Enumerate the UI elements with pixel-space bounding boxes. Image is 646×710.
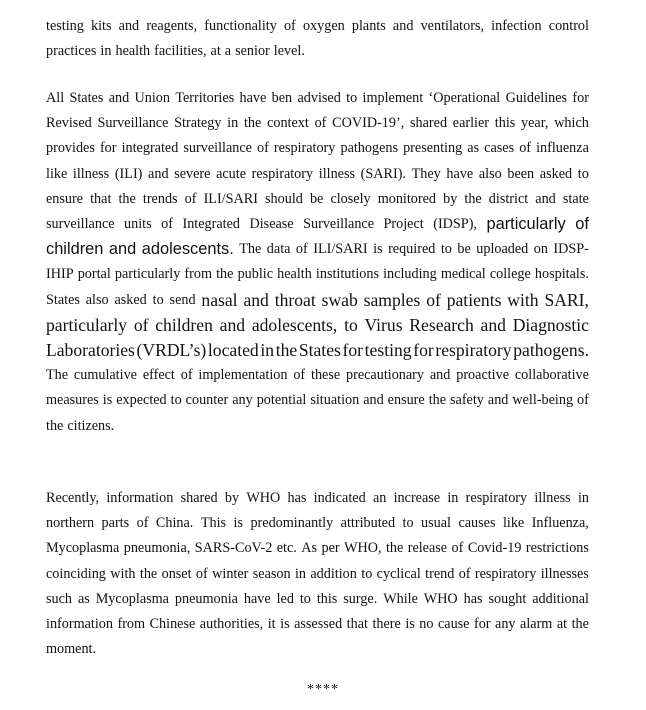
word: monitored: [377, 190, 437, 207]
word: information: [46, 616, 113, 632]
word: should: [265, 190, 303, 207]
word: of: [180, 367, 193, 384]
word: year,: [521, 115, 549, 132]
word: SARI,: [544, 289, 589, 310]
word: plants: [351, 18, 386, 34]
word: As: [301, 540, 318, 557]
word: attributed: [340, 515, 396, 532]
word: to: [402, 515, 414, 532]
word: shared: [180, 490, 218, 506]
word: COVID-19’,: [332, 115, 405, 132]
text-line: [46, 315, 589, 335]
word: pathogens: [340, 140, 398, 157]
word: kits: [91, 18, 112, 34]
word: which: [554, 115, 589, 132]
word: for: [413, 340, 434, 360]
word: data: [266, 241, 291, 258]
text-line: [46, 16, 589, 36]
word: of: [293, 367, 306, 384]
word: patients: [446, 289, 502, 310]
word: any: [232, 392, 253, 409]
text-line: [46, 365, 589, 385]
word: (VRDL’s): [136, 340, 207, 360]
word: Virus: [364, 314, 403, 335]
word: implement: [362, 90, 424, 106]
word: and: [535, 190, 556, 207]
word: of: [519, 140, 532, 157]
word: IHIP: [46, 266, 74, 283]
word: public: [237, 266, 274, 283]
word: any: [495, 616, 516, 632]
word: earlier: [452, 115, 490, 132]
word: adolescents.: [141, 240, 234, 259]
word: surge.: [343, 590, 378, 607]
word: portal: [77, 266, 111, 283]
word: and: [487, 392, 509, 409]
text-line: [46, 164, 589, 184]
word: Covid-19: [467, 540, 522, 557]
word: measures: [46, 392, 99, 409]
word: Surveillance: [303, 216, 375, 232]
word: respiratory: [435, 340, 512, 360]
word: and: [243, 289, 269, 310]
word: and: [392, 18, 414, 34]
word: college: [489, 266, 531, 283]
word: Disease: [249, 216, 294, 232]
word: States: [298, 340, 341, 360]
word: etc.: [276, 540, 297, 557]
word: send: [169, 291, 196, 308]
word: ILI/SARI: [313, 241, 368, 258]
word: particularly: [114, 266, 181, 283]
word: testing: [46, 18, 84, 34]
word: trend: [425, 565, 455, 582]
text-line: [46, 639, 589, 659]
word: All: [46, 90, 65, 106]
word: for: [473, 616, 491, 632]
word: indicated: [313, 490, 366, 506]
word: there: [372, 616, 401, 632]
word: While: [383, 590, 418, 607]
word: the: [243, 115, 262, 132]
word: to: [170, 392, 182, 409]
word: (IDSP),: [433, 216, 477, 232]
word: also: [478, 165, 502, 182]
word: these: [311, 367, 341, 384]
word: season: [252, 565, 291, 582]
word: States: [46, 291, 80, 308]
word: and: [108, 90, 130, 106]
word: ‘Operational: [428, 90, 501, 106]
word: the: [385, 540, 404, 557]
word: of: [295, 241, 308, 258]
word: Recently,: [46, 490, 100, 506]
word: Chinese: [149, 616, 196, 632]
word: and: [363, 392, 384, 409]
word: nasal: [201, 289, 238, 310]
word: this: [316, 590, 338, 607]
word: Territories: [175, 90, 235, 106]
word: expected: [116, 392, 167, 409]
text-line: [46, 214, 589, 234]
word: a: [224, 43, 232, 60]
word: China.: [155, 515, 194, 532]
word: and: [108, 240, 137, 259]
word: This: [200, 515, 227, 532]
word: integrated: [121, 140, 179, 157]
text-line: [46, 264, 589, 284]
word: with: [110, 565, 136, 582]
word: of: [577, 392, 589, 409]
word: an: [372, 490, 387, 506]
word: particularly: [486, 215, 566, 233]
word: respiratory: [273, 140, 336, 157]
word: moment.: [46, 641, 97, 658]
word: in: [227, 115, 239, 132]
word: is: [102, 392, 113, 409]
text-line: [46, 239, 589, 259]
word: assessed: [294, 616, 343, 632]
word: provides: [46, 140, 95, 157]
text-line: [46, 564, 589, 584]
word: by: [224, 490, 240, 506]
word: illness: [534, 490, 571, 506]
word: be: [457, 241, 471, 258]
word: senior: [235, 43, 270, 60]
word: the: [216, 266, 234, 283]
word: onset: [161, 565, 192, 582]
word: throat: [274, 289, 316, 310]
text-line: [46, 41, 589, 61]
word: like: [46, 165, 68, 182]
word: Influenza,: [531, 515, 589, 532]
word: ensure: [46, 190, 84, 207]
word: proactive: [456, 367, 510, 384]
word: States: [69, 90, 104, 106]
text-line: [46, 513, 589, 533]
word: hospitals.: [534, 266, 589, 283]
word: Mycoplasma: [46, 540, 120, 557]
word: northern: [46, 515, 95, 532]
word: swab: [321, 289, 358, 310]
text-line: [46, 416, 589, 436]
word: and: [148, 165, 169, 182]
word: ILI/SARI: [203, 190, 258, 207]
text-line: [46, 340, 589, 360]
word: The: [46, 367, 69, 384]
word: predominantly: [250, 515, 334, 532]
word: surveillance: [183, 140, 252, 157]
word: on: [533, 241, 548, 258]
word: sought: [488, 590, 527, 607]
word: respiratory: [474, 565, 537, 582]
word: influenza: [536, 140, 589, 157]
word: and: [219, 314, 246, 335]
word: by: [443, 190, 458, 207]
word: The: [239, 241, 262, 258]
text-line: [46, 113, 589, 133]
word: is: [405, 616, 415, 632]
word: testing: [364, 340, 412, 360]
word: in: [447, 490, 459, 506]
word: cyclical: [376, 565, 421, 582]
word: of: [451, 540, 464, 557]
word: Strategy: [174, 115, 222, 132]
word: Research: [409, 314, 474, 335]
word: implementation: [198, 367, 288, 384]
text-line: [46, 614, 589, 634]
word: located: [207, 340, 259, 360]
word: release: [407, 540, 448, 557]
word: pneumonia,: [123, 540, 191, 557]
word: control: [548, 18, 589, 34]
word: asked: [114, 291, 147, 308]
word: pathogens.: [513, 340, 589, 360]
word: functionality: [204, 18, 277, 34]
word: samples: [363, 289, 421, 310]
word: children: [46, 240, 104, 259]
word: in: [260, 340, 275, 360]
word: been: [507, 165, 535, 182]
word: winter: [212, 565, 249, 582]
word: surveillance: [46, 216, 115, 232]
word: additional: [532, 590, 589, 607]
word: of: [458, 565, 471, 582]
word: SARS-CoV-2: [194, 540, 273, 557]
word: authorities,: [199, 616, 264, 632]
word: Surveillance: [97, 115, 169, 132]
word: of: [161, 216, 173, 232]
word: to: [440, 241, 452, 258]
word: health: [277, 266, 312, 283]
word: at: [556, 616, 568, 632]
word: is: [280, 616, 290, 632]
word: led: [276, 590, 294, 607]
word: alarm: [520, 616, 553, 632]
word: Union: [134, 90, 170, 106]
word: to: [361, 565, 373, 582]
word: and: [480, 314, 506, 335]
word: like: [502, 515, 525, 532]
word: addition: [310, 565, 357, 582]
text-line: [46, 589, 589, 609]
text-line: [46, 488, 589, 508]
word: situation: [310, 392, 360, 409]
word: as: [467, 140, 480, 157]
word: increase: [393, 490, 441, 506]
word: with: [507, 289, 539, 310]
word: and: [118, 18, 140, 34]
word: practices: [46, 43, 97, 60]
word: reagents,: [146, 18, 198, 34]
word: of: [283, 18, 296, 34]
word: Integrated: [182, 216, 240, 232]
word: ben: [271, 90, 293, 106]
word: district: [488, 190, 529, 207]
text-line: [46, 189, 589, 209]
word: it: [267, 616, 276, 632]
word: has: [463, 590, 483, 607]
word: adolescents,: [251, 314, 338, 335]
word: context: [267, 115, 309, 132]
word: infection: [491, 18, 542, 34]
word: Laboratories: [46, 340, 135, 360]
word: WHO: [246, 490, 281, 506]
word: collaborative: [514, 367, 589, 384]
word: for: [572, 90, 589, 106]
word: that: [346, 616, 368, 632]
word: safety: [450, 392, 484, 409]
end-of-document-mark: ****: [307, 682, 339, 697]
word: (SARI).: [360, 165, 406, 182]
word: particularly: [46, 314, 128, 335]
word: oxygen: [302, 18, 345, 34]
word: shared: [410, 115, 448, 132]
word: (ILI): [114, 165, 143, 182]
word: in: [294, 565, 306, 582]
word: have: [243, 590, 271, 607]
word: cumulative: [73, 367, 137, 384]
word: has: [287, 490, 307, 506]
word: for: [99, 140, 117, 157]
word: to: [152, 291, 164, 308]
word: to: [346, 90, 358, 106]
word: at: [210, 43, 221, 60]
word: health: [115, 43, 151, 60]
word: required: [388, 241, 436, 258]
word: of: [133, 314, 149, 335]
word: Project: [383, 216, 424, 232]
word: the: [275, 340, 298, 360]
word: facilities,: [154, 43, 207, 60]
word: is: [233, 515, 243, 532]
word: well-being: [512, 392, 574, 409]
word: effect: [142, 367, 175, 384]
word: have: [446, 165, 474, 182]
word: be: [309, 190, 324, 207]
word: is: [373, 241, 383, 258]
word: including: [383, 266, 437, 283]
text-line: [46, 390, 589, 410]
word: information: [106, 490, 174, 506]
word: no: [419, 616, 434, 632]
word: of: [426, 289, 441, 310]
word: of: [136, 515, 149, 532]
word: cases: [484, 140, 515, 157]
word: usual: [421, 515, 451, 532]
word: for: [342, 340, 364, 360]
word: have: [239, 90, 267, 106]
word: of: [314, 115, 327, 132]
word: the: [118, 190, 136, 207]
word: illnesses: [540, 565, 589, 582]
word: in: [577, 490, 589, 506]
word: and: [429, 367, 451, 384]
word: this: [494, 115, 516, 132]
word: acute: [216, 165, 246, 182]
text-line: [46, 538, 589, 558]
text-line: [46, 290, 589, 310]
word: uploaded: [476, 241, 529, 258]
word: parts: [101, 515, 130, 532]
word: pneumonia: [174, 590, 238, 607]
word: units: [124, 216, 152, 232]
word: They: [411, 165, 441, 182]
word: to: [344, 314, 358, 335]
word: of: [184, 190, 197, 207]
word: coinciding: [46, 565, 106, 582]
word: as: [77, 590, 90, 607]
word: level.: [273, 43, 305, 60]
word: the: [464, 190, 482, 207]
word: WHO,: [344, 540, 382, 557]
word: state: [562, 190, 589, 207]
word: ensure: [387, 392, 425, 409]
word: restrictions: [525, 540, 589, 557]
word: per: [321, 540, 340, 557]
word: WHO: [423, 590, 458, 607]
word: causes: [458, 515, 496, 532]
word: respiratory: [465, 490, 528, 506]
word: trends: [142, 190, 178, 207]
word: the: [139, 565, 158, 582]
word: Guidelines: [505, 90, 568, 106]
word: the: [428, 392, 447, 409]
word: that: [90, 190, 112, 207]
word: institutions: [315, 266, 379, 283]
word: asked: [539, 165, 573, 182]
word: of: [195, 565, 208, 582]
word: potential: [256, 392, 307, 409]
word: Diagnostic: [512, 314, 589, 335]
word: IDSP-: [553, 241, 589, 258]
word: such: [46, 590, 73, 607]
word: to: [577, 165, 589, 182]
word: from: [184, 266, 212, 283]
word: presenting: [403, 140, 463, 157]
word: illness: [318, 165, 356, 182]
word: severe: [174, 165, 211, 182]
text-line: [46, 138, 589, 158]
word: advised: [297, 90, 341, 106]
word: of: [257, 140, 269, 157]
word: citizens.: [67, 417, 115, 434]
word: closely: [330, 190, 371, 207]
word: of: [575, 215, 589, 233]
word: illness: [72, 165, 110, 182]
text-line: [46, 88, 589, 108]
word: respiratory: [251, 165, 314, 182]
word: also: [85, 291, 109, 308]
word: children: [155, 314, 213, 335]
word: precautionary: [346, 367, 425, 384]
word: Mycoplasma: [95, 590, 169, 607]
word: the: [46, 417, 64, 434]
word: cause: [437, 616, 470, 632]
word: in: [100, 43, 112, 60]
word: ventilators,: [420, 18, 485, 34]
word: from: [117, 616, 146, 632]
word: to: [299, 590, 311, 607]
word: Revised: [46, 115, 92, 132]
word: the: [571, 616, 589, 632]
word: counter: [185, 392, 229, 409]
word: medical: [440, 266, 486, 283]
